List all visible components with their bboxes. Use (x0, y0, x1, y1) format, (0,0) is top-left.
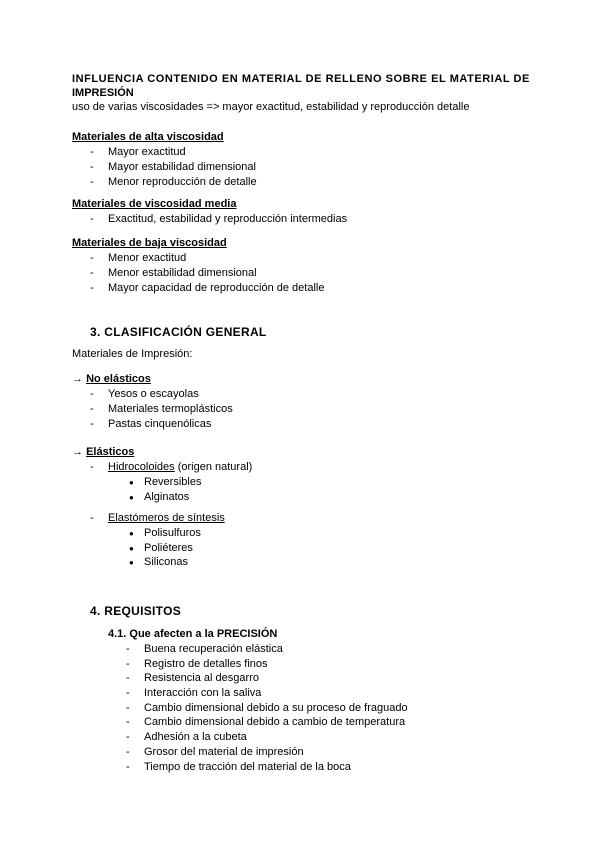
baja-item: - Menor estabilidad dimensional (108, 267, 257, 279)
elastomeros-subitem: ● Siliconas (144, 556, 188, 568)
intro-title-line1: INFLUENCIA CONTENIDO EN MATERIAL DE RELLENO SOBRE EL MATERIAL DE (72, 73, 530, 85)
elasticos-text: Elásticos (86, 446, 135, 458)
elastomeros-item (108, 512, 225, 524)
requisito-item: - Adhesión a la cubeta (144, 731, 247, 743)
elastomeros-label: Elastómeros de síntesis (108, 512, 225, 524)
no-elasticos-item: - Yesos o escayolas (108, 388, 199, 400)
alta-heading: Materiales de alta viscosidad (72, 131, 224, 143)
hidrocoloides-subitem: ● Alginatos (144, 491, 189, 503)
elastomeros-subitem: ● Polisulfuros (144, 527, 201, 539)
section4-subheading: 4.1. Que afecten a la PRECISIÓN (108, 628, 278, 640)
alta-item: - Mayor exactitud (108, 146, 186, 158)
requisito-item: - Grosor del material de impresión (144, 746, 304, 758)
alta-item: - Menor reproducción de detalle (108, 176, 257, 188)
section3-intro: Materiales de Impresión: (72, 348, 193, 360)
baja-item: - Menor exactitud (108, 252, 186, 264)
requisito-item: - Cambio dimensional debido a cambio de temperatura (144, 716, 405, 728)
arrow-icon: → (72, 446, 83, 458)
elasticos-label (72, 446, 134, 458)
no-elasticos-item: - Pastas cinquenólicas (108, 418, 211, 430)
arrow-icon: → (72, 373, 83, 385)
alta-item: - Mayor estabilidad dimensional (108, 161, 256, 173)
hidrocoloides-label: Hidrocoloides (108, 461, 175, 473)
requisito-item: - Resistencia al desgarro (144, 672, 259, 684)
requisito-item: - Registro de detalles finos (144, 658, 268, 670)
section4-heading: 4. REQUISITOS (90, 604, 182, 618)
section3-heading: 3. CLASIFICACIÓN GENERAL (90, 325, 267, 339)
baja-heading: Materiales de baja viscosidad (72, 237, 227, 249)
requisito-item: - Buena recuperación elástica (144, 643, 283, 655)
no-elasticos-label (72, 373, 151, 385)
requisito-item: - Interacción con la saliva (144, 687, 261, 699)
hidrocoloides-subitem: ● Reversibles (144, 476, 201, 488)
no-elasticos-text: No elásticos (86, 373, 151, 385)
hidrocoloides-item (108, 461, 252, 473)
requisito-item: - Tiempo de tracción del material de la boca (144, 761, 351, 773)
requisito-item: - Cambio dimensional debido a su proceso de fraguado (144, 702, 408, 714)
baja-item: - Mayor capacidad de reproducción de detalle (108, 282, 324, 294)
elastomeros-subitem: ● Poliéteres (144, 542, 193, 554)
intro-title-line2: IMPRESIÓN (72, 87, 134, 99)
no-elasticos-item: - Materiales termoplásticos (108, 403, 233, 415)
media-item: - Exactitud, estabilidad y reproducción intermedias (108, 213, 347, 225)
hidrocoloides-suffix: (origen natural) (174, 461, 253, 473)
media-heading: Materiales de viscosidad media (72, 198, 237, 210)
intro-subtitle: uso de varias viscosidades => mayor exactitud, estabilidad y reproducción detalle (72, 101, 470, 113)
